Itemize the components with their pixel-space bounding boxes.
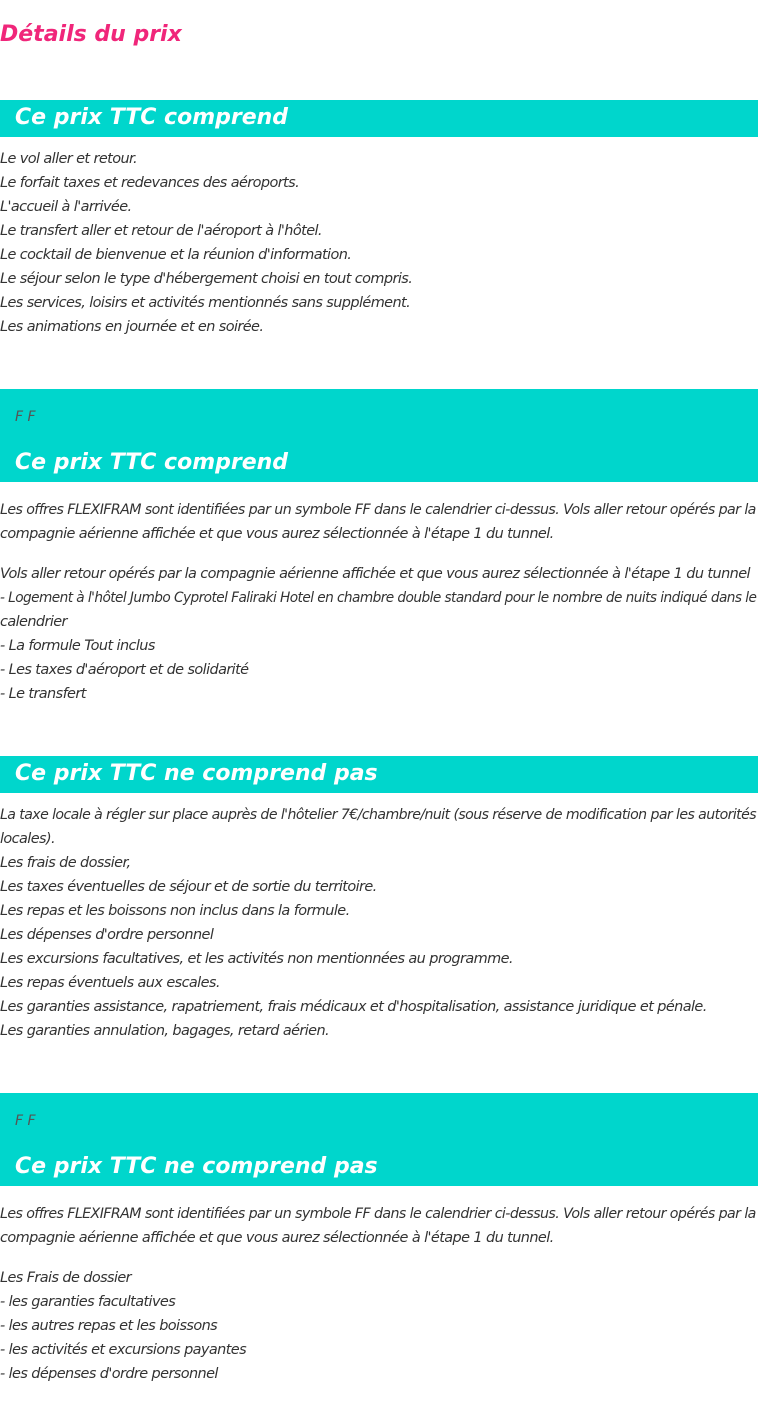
list-item: Le vol aller et retour. bbox=[0, 151, 138, 167]
list-item: - les garanties facultatives bbox=[0, 1294, 176, 1310]
flexifram-includes-text bbox=[0, 498, 758, 706]
list-item: Les dépenses d'ordre personnel bbox=[0, 927, 214, 943]
page-title: Détails du prix bbox=[0, 22, 182, 47]
list-item: Vols aller retour opérés par la compagnie aérienne affichée et que vous aurez sélectionnée à l'étape 1 du tunnel bbox=[0, 566, 750, 582]
list-item: Les garanties annulation, bagages, retard aérien. bbox=[0, 1023, 330, 1039]
intro-line: Les offres FLEXIFRAM sont identifiées par un symbole FF dans le calendrier ci-dessus. Vols aller retour opérés par la bbox=[0, 502, 756, 518]
list-item: Les Frais de dossier bbox=[0, 1270, 132, 1286]
price-includes-list bbox=[0, 147, 758, 339]
list-item: Le transfert aller et retour de l'aéroport à l'hôtel. bbox=[0, 223, 322, 239]
list-item: - La formule Tout inclus bbox=[0, 638, 155, 654]
list-item: locales). bbox=[0, 831, 55, 847]
list-item: Le cocktail de bienvenue et la réunion d'information. bbox=[0, 247, 352, 263]
section-header-price-excludes bbox=[0, 756, 758, 793]
price-excludes-list bbox=[0, 803, 758, 1043]
list-item: La taxe locale à régler sur place auprès de l'hôtelier 7€/chambre/nuit (sous réserve de modification par les autorités bbox=[0, 807, 757, 823]
list-item: Les garanties assistance, rapatriement, frais médicaux et d'hospitalisation, assistance juridique et pénale. bbox=[0, 999, 707, 1015]
intro-line: compagnie aérienne affichée et que vous aurez sélectionnée à l'étape 1 du tunnel. bbox=[0, 1230, 554, 1246]
list-item: calendrier bbox=[0, 614, 67, 630]
list-item: L'accueil à l'arrivée. bbox=[0, 199, 132, 215]
ff-label: F F bbox=[15, 1113, 36, 1129]
intro-line: compagnie aérienne affichée et que vous aurez sélectionnée à l'étape 1 du tunnel. bbox=[0, 526, 554, 542]
list-item: Les frais de dossier, bbox=[0, 855, 131, 871]
list-item: - les autres repas et les boissons bbox=[0, 1318, 218, 1334]
list-item: Le forfait taxes et redevances des aéroports. bbox=[0, 175, 300, 191]
intro-line: Les offres FLEXIFRAM sont identifiées par un symbole FF dans le calendrier ci-dessus. Vols aller retour opérés par la bbox=[0, 1206, 756, 1222]
section-heading: Ce prix TTC comprend bbox=[15, 105, 289, 130]
section-header-flexifram-excludes bbox=[0, 1093, 758, 1186]
list-item: - les dépenses d'ordre personnel bbox=[0, 1366, 218, 1382]
list-item: Les repas éventuels aux escales. bbox=[0, 975, 220, 991]
list-item: Les taxes éventuelles de séjour et de sortie du territoire. bbox=[0, 879, 377, 895]
section-heading: Ce prix TTC ne comprend pas bbox=[15, 761, 378, 786]
list-item: - Le transfert bbox=[0, 686, 86, 702]
section-heading: Ce prix TTC comprend bbox=[15, 450, 289, 475]
list-item: Les repas et les boissons non inclus dans la formule. bbox=[0, 903, 350, 919]
section-header-flexifram-includes bbox=[0, 389, 758, 482]
list-item: - Les taxes d'aéroport et de solidarité bbox=[0, 662, 249, 678]
section-heading: Ce prix TTC ne comprend pas bbox=[15, 1154, 378, 1179]
ff-label: F F bbox=[15, 409, 36, 425]
list-item: Les excursions facultatives, et les activités non mentionnées au programme. bbox=[0, 951, 513, 967]
list-item: Le séjour selon le type d'hébergement choisi en tout compris. bbox=[0, 271, 413, 287]
section-header-price-includes bbox=[0, 100, 758, 137]
list-item: - les activités et excursions payantes bbox=[0, 1342, 247, 1358]
list-item: Les animations en journée et en soirée. bbox=[0, 319, 264, 335]
flexifram-excludes-text bbox=[0, 1202, 758, 1386]
list-item: - Logement à l'hôtel Jumbo Cyprotel Faliraki Hotel en chambre double standard pour le nombre de nuits indiqué dans le bbox=[0, 590, 757, 606]
list-item: Les services, loisirs et activités mentionnés sans supplément. bbox=[0, 295, 411, 311]
